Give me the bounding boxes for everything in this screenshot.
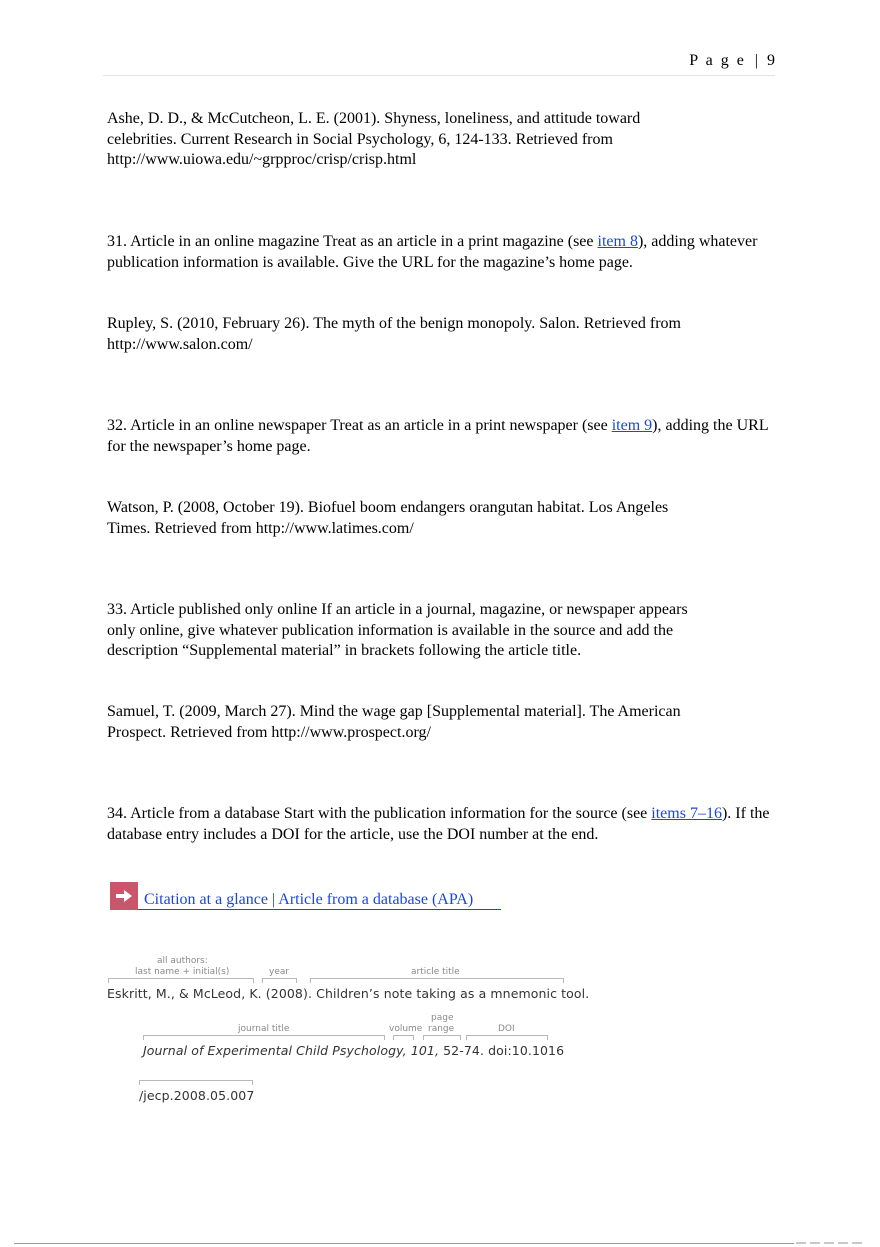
bracket-journal	[143, 1035, 385, 1040]
reference-samuel: Samuel, T. (2009, March 27). Mind the wage gap [Supplemental material]. The American Prospect. Retrieved from http://www.prospect.org/	[107, 703, 681, 741]
annotation-last-name: last name + initial(s)	[135, 967, 230, 977]
section-item-32: 32. Article in an online newspaper Treat as an article in a print newspaper (see item 9), adding the URL for the newspaper’s home page.	[107, 417, 768, 455]
bracket-article-title	[310, 978, 564, 983]
reference-ashe: Ashe, D. D., & McCutcheon, L. E. (2001). Shyness, loneliness, and attitude toward celebrities. Current Research in Social Psychology, 6, 124-133. Retrieved from http://www.uiowa.edu/~grpproc/crisp/crisp.html	[107, 110, 641, 168]
item-9-link[interactable]: item 9	[611, 417, 653, 434]
bracket-year	[262, 978, 297, 983]
annotation-volume: volume	[389, 1024, 423, 1034]
arrow-right-icon[interactable]	[110, 882, 138, 910]
citation-line-1	[107, 986, 589, 1001]
page-separator: |	[754, 52, 758, 69]
citation-line-2	[143, 1043, 564, 1058]
bracket-doi	[466, 1035, 548, 1040]
footer-rule	[14, 1243, 794, 1244]
annotation-range: range	[428, 1024, 455, 1034]
section-item-34: 34. Article from a database Start with the publication information for the source (see items 7–16). If the database entry includes a DOI for the article, use the DOI number at the end.	[107, 805, 770, 843]
annotation-all-authors: all authors:	[157, 956, 208, 966]
items-7-16-link[interactable]: items 7–16	[651, 805, 722, 822]
annotation-journal-title: journal title	[238, 1024, 290, 1034]
citation-volume: 101,	[410, 1043, 440, 1058]
bracket-volume	[393, 1035, 414, 1040]
page-label: P a g e	[689, 52, 746, 69]
page-header	[103, 52, 775, 76]
reference-rupley: Rupley, S. (2010, February 26). The myth of the benign monopoly. Salon. Retrieved from http://www.salon.com/	[107, 315, 681, 353]
citation-doi: doi:10.1016	[488, 1043, 565, 1058]
reference-watson: Watson, P. (2008, October 19). Biofuel boom endangers orangutan habitat. Los Angeles Times. Retrieved from http://www.latimes.com/	[107, 499, 669, 537]
bracket-doi-continued	[139, 1080, 253, 1085]
citation-doi-continued: /jecp.2008.05.007	[139, 1088, 255, 1103]
citation-authors: Eskritt, M., & McLeod, K. (2008).	[107, 986, 313, 1001]
citation-pages: 52-74.	[443, 1043, 485, 1058]
citation-at-a-glance-link[interactable]: Citation at a glance | Article from a database (APA)	[138, 890, 501, 910]
section-item-31: 31. Article in an online magazine Treat as an article in a print magazine (see item 8), adding whatever publication information is available. Give the URL for the magazine’s home page.	[107, 233, 758, 271]
annotation-doi: DOI	[498, 1024, 515, 1034]
section-item-33: 33. Article published only online If an article in a journal, magazine, or newspaper appears only online, give whatever publication information is available in the source and add the description “Supplemental material” in brackets following the article title.	[107, 601, 688, 659]
citation-at-a-glance	[110, 882, 501, 910]
citation-journal: Journal of Experimental Child Psychology,	[143, 1043, 407, 1058]
annotation-page: page	[431, 1013, 454, 1023]
item-8-link[interactable]: item 8	[597, 233, 638, 250]
citation-title: Children’s note taking as a mnemonic tool.	[316, 986, 590, 1001]
annotation-year: year	[269, 967, 290, 977]
bracket-pages	[423, 1035, 461, 1040]
annotation-article-title: article title	[411, 967, 460, 977]
page-number: 9	[767, 52, 775, 69]
footer-rule-dashes	[796, 1242, 866, 1244]
bracket-authors	[108, 978, 254, 983]
